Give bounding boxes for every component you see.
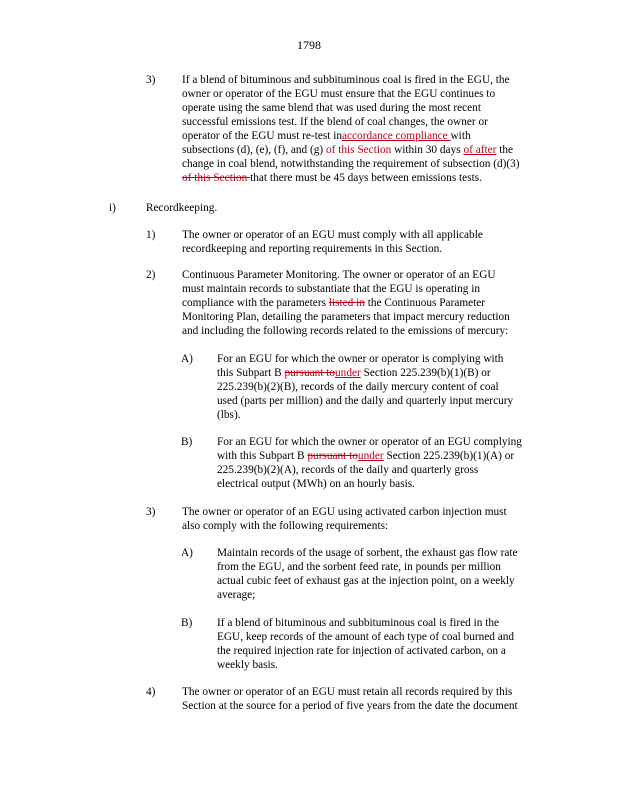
deleted-text: listed in bbox=[328, 297, 365, 309]
section-i-title: Recordkeeping. bbox=[146, 202, 218, 214]
inserted-text: under bbox=[357, 450, 384, 462]
text-run: within 30 days bbox=[391, 144, 464, 156]
text-line: from the EGU, and the sorbent feed rate, in pounds per million bbox=[217, 561, 501, 573]
text-line: successful emissions test. If the blend of coal changes, the owner or bbox=[182, 116, 488, 128]
text-line: For an EGU for which the owner or operator of an EGU complying bbox=[217, 436, 522, 448]
text-run: the Continuous Parameter bbox=[364, 297, 486, 309]
text-line: For an EGU for which the owner or operator is complying with bbox=[217, 353, 504, 365]
text-line: average; bbox=[217, 589, 256, 601]
text-line: must maintain records to substantiate that the EGU is operating in bbox=[182, 283, 481, 295]
text-line: electrical output (MWh) on an hourly basis. bbox=[217, 478, 415, 490]
text-run: operator of the EGU must re-test in bbox=[182, 130, 342, 142]
text-line: operate using the same blend that was used during the most recent bbox=[182, 102, 481, 114]
para-i2-label: 2) bbox=[146, 269, 156, 281]
deleted-text: pursuant to bbox=[307, 450, 358, 462]
text-line: 225.239(b)(2)(B), records of the daily mercury content of coal bbox=[217, 381, 499, 393]
text-line: change in coal blend, notwithstanding the requirement of subsection (d)(3) bbox=[182, 158, 520, 170]
text-line bbox=[182, 129, 520, 143]
para-i2a-text bbox=[217, 352, 513, 422]
text-run: with bbox=[450, 130, 471, 142]
text-line: 225.239(b)(2)(A), records of the daily and quarterly gross bbox=[217, 464, 479, 476]
text-line: also comply with the following requirements: bbox=[182, 520, 389, 532]
inserted-text: of this Section bbox=[323, 144, 392, 156]
text-run: this Subpart B bbox=[217, 367, 285, 379]
text-run: that there must be 45 days between emissions tests. bbox=[250, 172, 482, 184]
text-line: recordkeeping and reporting requirements in this Section. bbox=[182, 243, 443, 255]
deleted-text: of this Section bbox=[182, 172, 251, 184]
para-i2b-text bbox=[217, 435, 522, 491]
text-line: The owner or operator of an EGU must retain all records required by this bbox=[182, 686, 513, 698]
text-run: subsections (d), (e), (f), and (g) bbox=[182, 144, 324, 156]
text-line: If a blend of bituminous and subbituminous coal is fired in the bbox=[217, 617, 500, 629]
para-i3a-text bbox=[217, 546, 518, 602]
para-i3-text bbox=[182, 505, 507, 533]
text-line: The owner or operator of an EGU using activated carbon injection must bbox=[182, 506, 507, 518]
text-line: used (parts per million) and the daily and quarterly input mercury bbox=[217, 395, 514, 407]
text-line: Continuous Parameter Monitoring. The owner or operator of an EGU bbox=[182, 269, 496, 281]
para-i1-label: 1) bbox=[146, 229, 156, 241]
section-i-label: i) bbox=[109, 202, 116, 214]
inserted-text: under bbox=[335, 367, 361, 379]
text-line: Section at the source for a period of five years from the date the document bbox=[182, 700, 518, 712]
text-run: the bbox=[496, 144, 514, 156]
text-line: EGU, keep records of the amount of each type of coal burned and bbox=[217, 631, 515, 643]
page-number: 1798 bbox=[297, 38, 321, 52]
para-h3-text bbox=[182, 73, 520, 185]
para-i3b-text bbox=[217, 616, 514, 672]
text-line: If a blend of bituminous and subbituminous coal is fired in the EGU, the bbox=[182, 74, 510, 86]
text-run: compliance with the parameters bbox=[182, 297, 329, 309]
para-h3-label: 3) bbox=[146, 74, 156, 86]
text-line: weekly basis. bbox=[217, 659, 278, 671]
text-line: owner or operator of the EGU must ensure that the EGU continues to bbox=[182, 88, 496, 100]
text-line bbox=[217, 366, 513, 380]
text-run: Section 225.239(b)(1)(B) or bbox=[360, 367, 491, 379]
para-i3a-label: A) bbox=[181, 547, 193, 559]
inserted-text: of after bbox=[463, 144, 497, 156]
para-i4-label: 4) bbox=[146, 686, 156, 698]
deleted-text: pursuant to bbox=[284, 367, 336, 379]
text-line: Monitoring Plan, detailing the parameters that impact mercury reduction bbox=[182, 311, 510, 323]
para-i4-text bbox=[182, 685, 518, 713]
text-line bbox=[182, 296, 510, 310]
para-i2-text bbox=[182, 268, 510, 338]
text-line bbox=[182, 171, 520, 185]
text-line: the required injection rate for injection of activated carbon, on a bbox=[217, 645, 506, 657]
text-line: (lbs). bbox=[217, 409, 241, 421]
inserted-text: accordance compliance bbox=[342, 130, 451, 142]
text-line: The owner or operator of an EGU must comply with all applicable bbox=[182, 229, 483, 241]
text-line: Maintain records of the usage of sorbent, the exhaust gas flow rate bbox=[217, 547, 518, 559]
text-line: actual cubic feet of exhaust gas at the injection point, on a weekly bbox=[217, 575, 515, 587]
text-line bbox=[182, 143, 520, 157]
text-line: and including the following records related to the emissions of mercury: bbox=[182, 325, 509, 337]
para-i1-text bbox=[182, 228, 483, 256]
para-i3b-label: B) bbox=[181, 617, 193, 629]
para-i3-label: 3) bbox=[146, 506, 156, 518]
text-run: with this Subpart B bbox=[217, 450, 308, 462]
text-line bbox=[217, 449, 522, 463]
para-i2b-label: B) bbox=[181, 436, 193, 448]
text-run: Section 225.239(b)(1)(A) or bbox=[383, 450, 515, 462]
para-i2a-label: A) bbox=[181, 353, 193, 365]
